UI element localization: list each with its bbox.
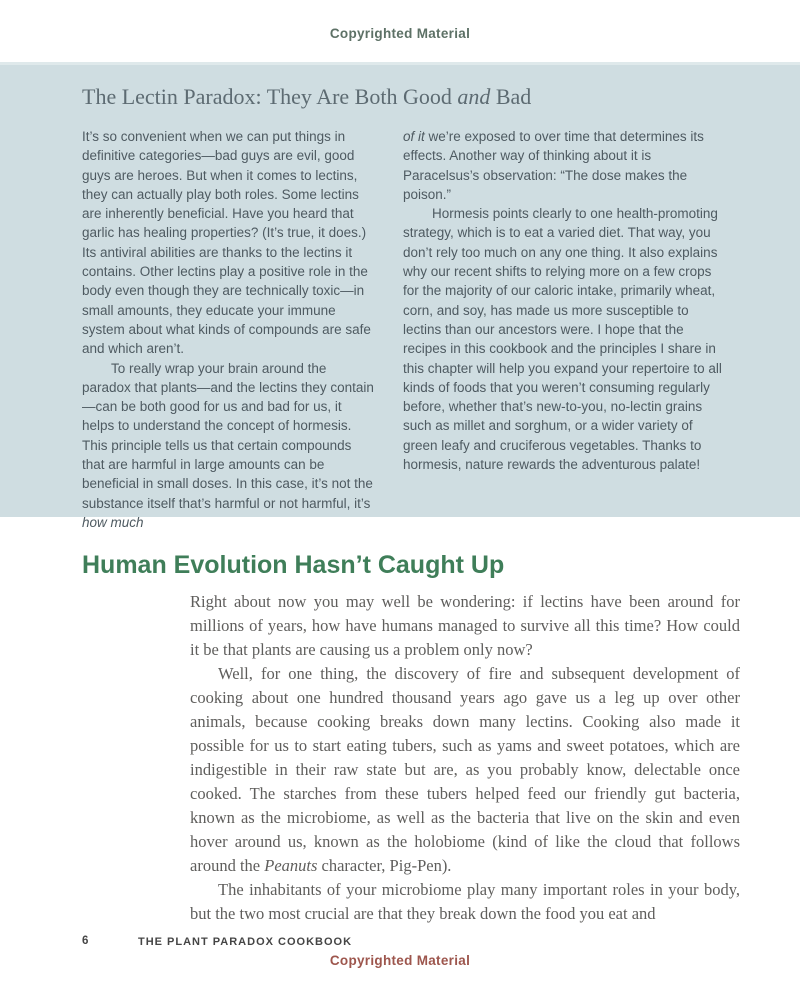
callout-right-paragraph-1: of it we’re exposed to over time that determines its effects. Another way of thinking about it is Paracelsus’s observation: “The dose makes the poison.”: [403, 129, 704, 202]
callout-left-column: [82, 127, 377, 532]
callout-columns: [82, 127, 800, 532]
body-paragraph-2: Well, for one thing, the discovery of fire and subsequent development of cooking about one hundred thousand years ago gave us a leg up over other animals, because cooking breaks down many lectins. Cooking also made it possible for us to start eating tubers, such as yams and sweet potatoes, which are indigestible in their raw state but are, as you probably know, delectable once cooked. The starches from these tubers helped feed our friendly gut bacteria, known as the microbiome, as well as the bacteria that live on the skin and even hover around us, known as the holobiome (kind of like the cloud that follows around the Peanuts character, Pig-Pen).: [190, 664, 740, 875]
bottom-copyright-notice: Copyrighted Material: [329, 953, 471, 968]
callout-left-paragraph-2: To really wrap your brain around the paradox that plants—and the lectins they contain—can be both good for us and bad for us, it helps to understand the concept of hormesis. This principle tells us that certain compounds that are harmful in large amounts can be beneficial in small doses. In this case, it’s not the substance itself that’s harmful or not harmful, it’s how much: [82, 360, 374, 530]
callout-left-paragraph-1: It’s so convenient when we can put things in definitive categories—bad guys are evil, good guys are heroes. But when it comes to lectins, they can actually play both roles. Some lectins are inherently beneficial. Have you heard that garlic has healing properties? (It’s true, it does.) Its antiviral abilities are thanks to the lectins it contains. Other lectins play a positive role in the body even though they are technically toxic—in small amounts, they educate your immune system about what kinds of compounds are safe and which aren’t.: [82, 129, 371, 357]
running-footer-book-title: THE PLANT PARADOX COOKBOOK: [138, 936, 353, 948]
body-text-column: [190, 590, 740, 926]
callout-right-column: [403, 127, 723, 532]
body-paragraph-3: The inhabitants of your microbiome play many important roles in your body, but the two most crucial are that they break down the food you eat and: [190, 880, 740, 923]
body-paragraph-1: Right about now you may well be wondering: if lectins have been around for millions of years, how have humans managed to survive all this time? How could it be that plants are causing us a problem only now?: [190, 592, 740, 659]
callout-right-paragraph-2: Hormesis points clearly to one health-promoting strategy, which is to eat a varied diet. That way, you don’t rely too much on any one thing. It also explains why our recent shifts to relying more on a few crops for the majority of our caloric intake, primarily wheat, corn, and soy, has made us more susceptible to lectins than our ancestors were. I hope that the recipes in this cookbook and the principles I share in this chapter will help you expand your repertoire to all kinds of foods that you weren’t consuming regularly before, whether that’s new-to-you, no-lectin grains such as millet and sorghum, or a wider variety of green leafy and cruciferous vegetables. Thanks to hormesis, nature rewards the adventurous palate!: [403, 206, 722, 473]
lectin-paradox-callout-box: [0, 62, 800, 530]
top-copyright-notice: Copyrighted Material: [329, 26, 471, 41]
section-heading-human-evolution: Human Evolution Hasn’t Caught Up: [82, 551, 505, 579]
callout-title: The Lectin Paradox: They Are Both Good and Bad: [82, 84, 532, 109]
page-number: 6: [82, 935, 89, 947]
